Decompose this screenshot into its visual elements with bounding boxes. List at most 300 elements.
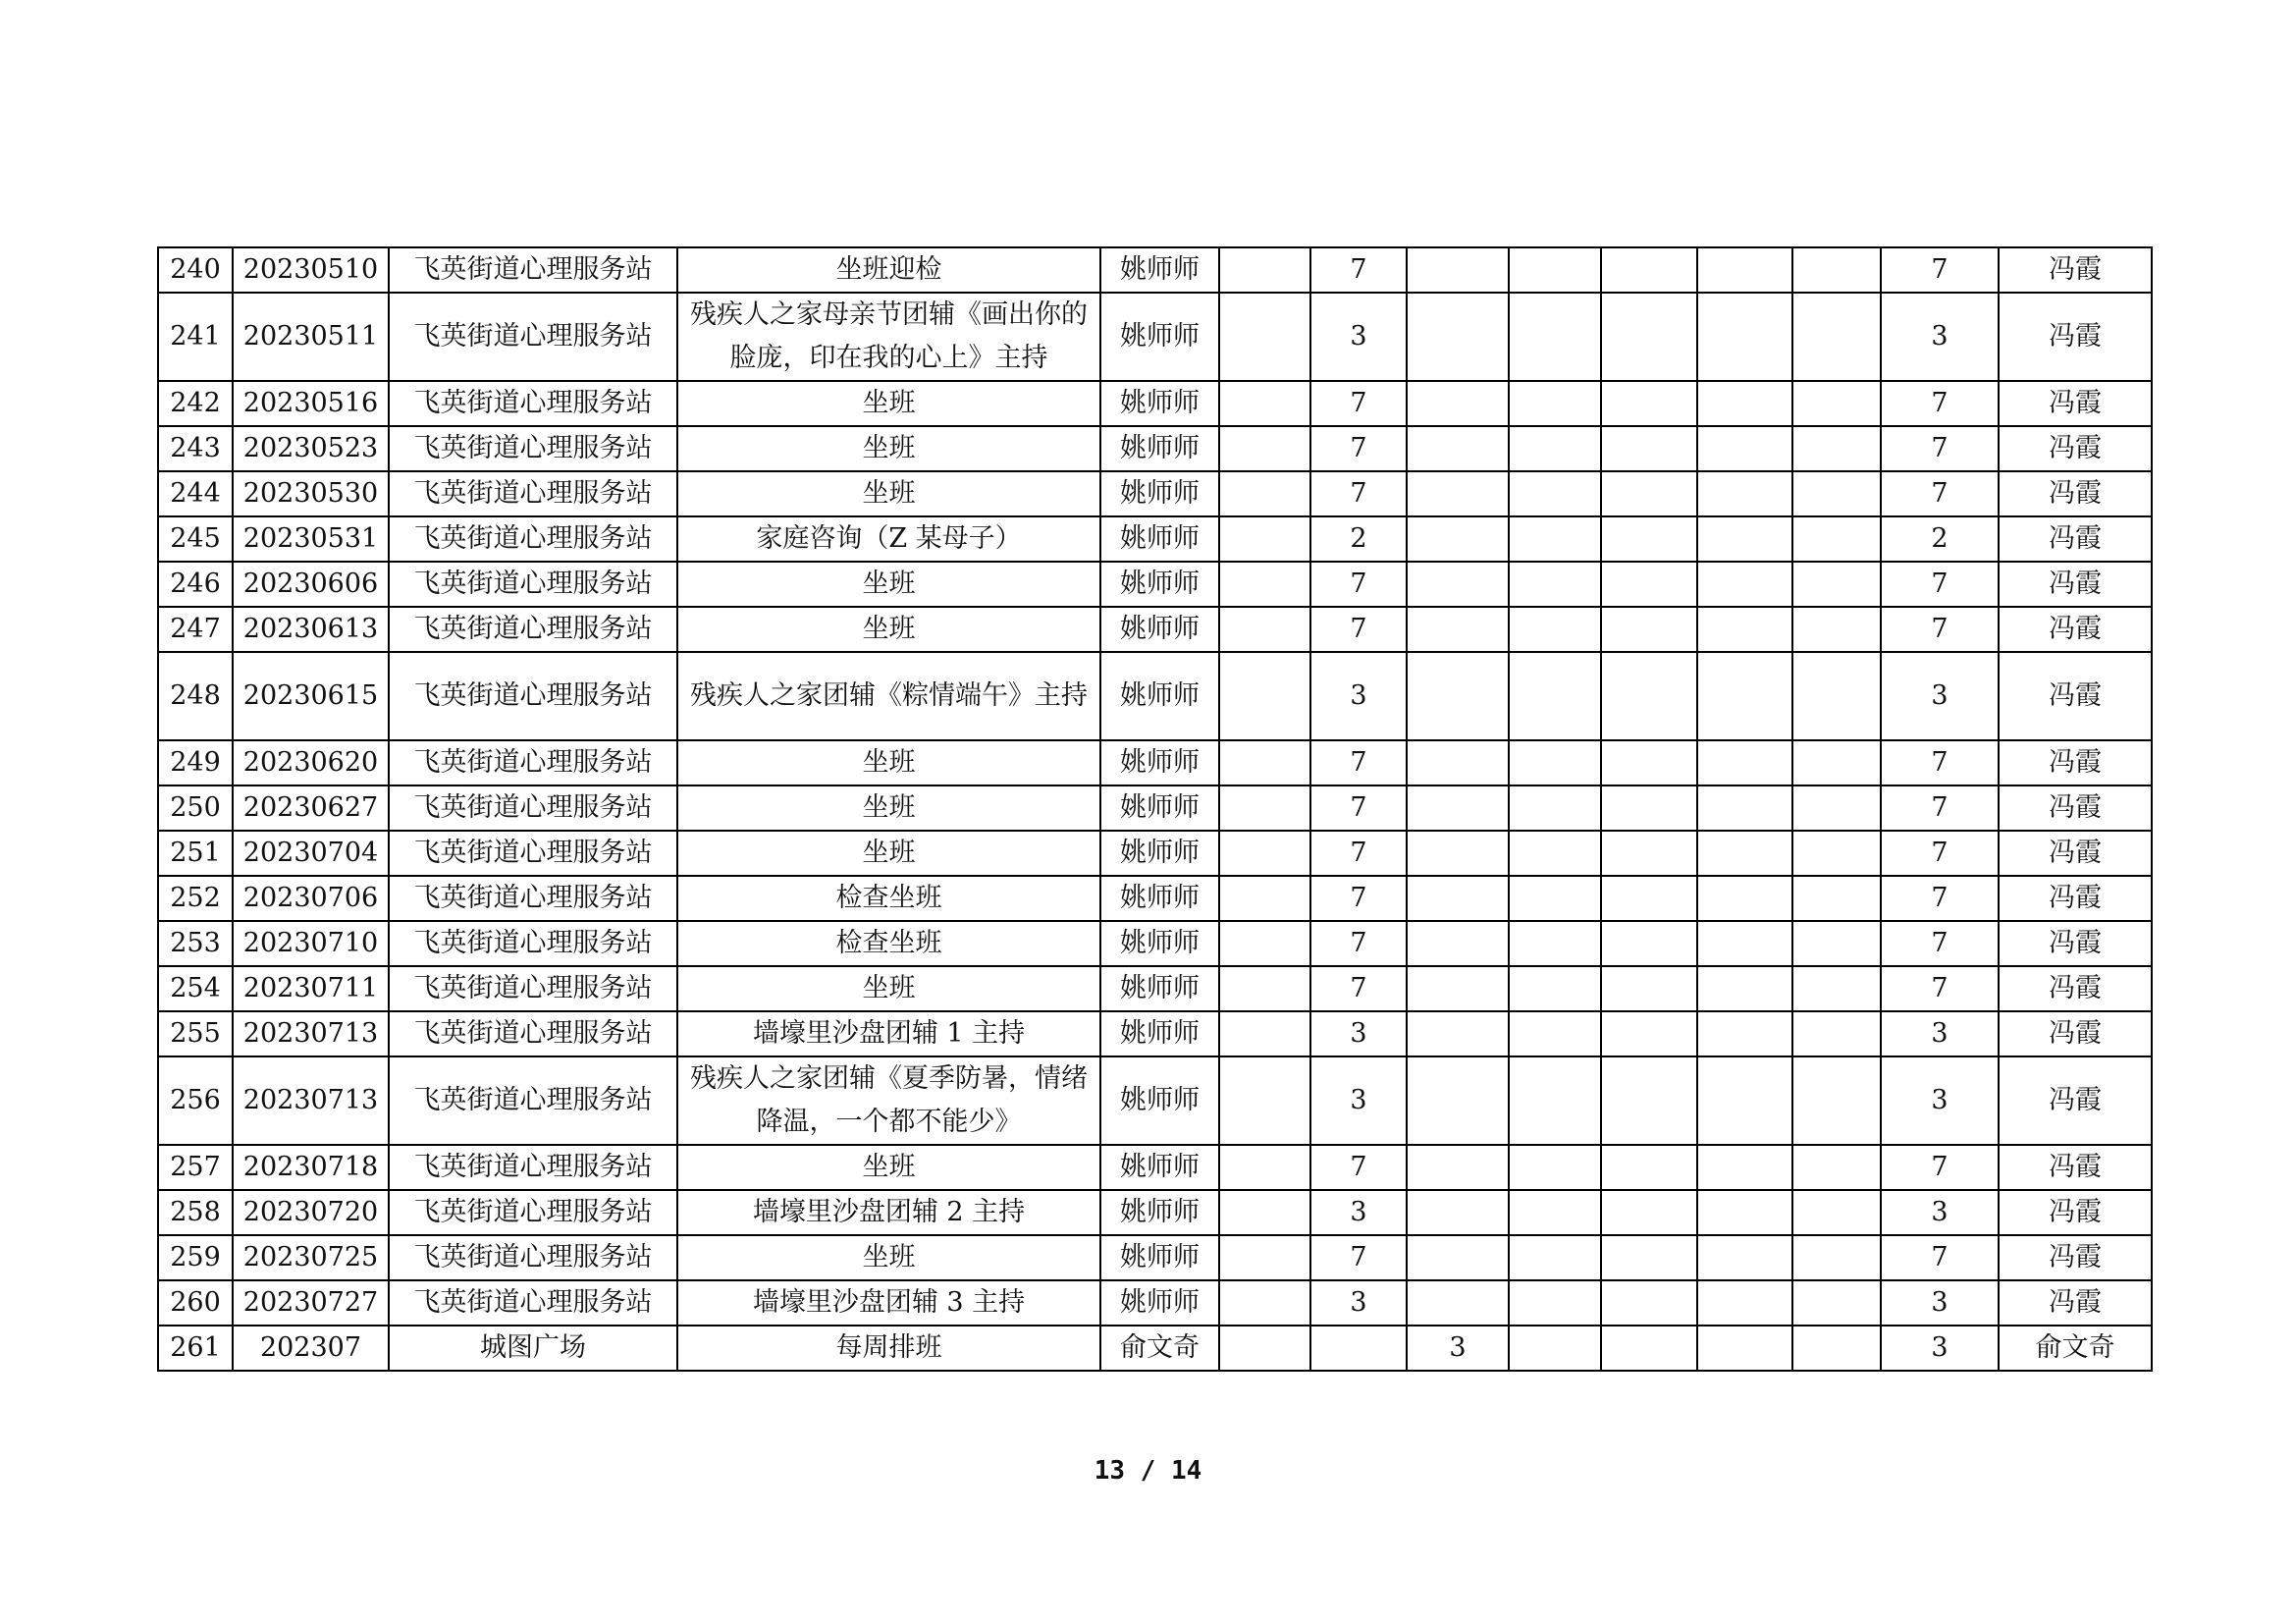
hours-cell: [1219, 1326, 1310, 1371]
person-cell: 姚师师: [1100, 1235, 1219, 1280]
date-cell: 20230510: [233, 247, 389, 293]
date-cell: 20230718: [233, 1145, 389, 1190]
place-cell: 飞英街道心理服务站: [389, 831, 677, 876]
hours-cell: [1509, 921, 1601, 966]
place-cell: 飞英街道心理服务站: [389, 607, 677, 652]
date-cell: 20230531: [233, 516, 389, 562]
hours-cell: [1219, 516, 1310, 562]
place-cell: 飞英街道心理服务站: [389, 426, 677, 471]
table-row: [158, 562, 2152, 607]
table-row: [158, 247, 2152, 293]
row-number-cell: 256: [158, 1056, 233, 1145]
row-number-cell: 242: [158, 381, 233, 426]
activity-cell: 坐班: [677, 785, 1100, 831]
hours-cell: 3: [1407, 1326, 1509, 1371]
person-cell: 姚师师: [1100, 876, 1219, 921]
date-cell: 20230727: [233, 1280, 389, 1326]
hours-cell: 3: [1310, 1056, 1407, 1145]
activity-cell: 坐班: [677, 740, 1100, 785]
row-number-cell: 252: [158, 876, 233, 921]
person-cell: 姚师师: [1100, 516, 1219, 562]
hours-cell: [1601, 1280, 1697, 1326]
hours-cell: 7: [1310, 740, 1407, 785]
hours-cell: [1219, 1145, 1310, 1190]
hours-cell: 3: [1310, 652, 1407, 740]
place-cell: 飞英街道心理服务站: [389, 471, 677, 516]
hours-cell: [1407, 471, 1509, 516]
hours-cell: [1219, 607, 1310, 652]
person-cell: 姚师师: [1100, 1280, 1219, 1326]
hours-cell: [1697, 876, 1792, 921]
hours-cell: [1792, 1326, 1881, 1371]
reviewer-cell: 冯霞: [1999, 426, 2152, 471]
hours-cell: [1407, 876, 1509, 921]
hours-cell: [1407, 831, 1509, 876]
hours-cell: [1509, 1326, 1601, 1371]
table-row: [158, 1145, 2152, 1190]
row-number-cell: 250: [158, 785, 233, 831]
hours-cell: [1509, 607, 1601, 652]
hours-cell: [1697, 1056, 1792, 1145]
hours-cell: [1219, 381, 1310, 426]
person-cell: 姚师师: [1100, 966, 1219, 1011]
activity-cell: 残疾人之家团辅《粽情端午》主持: [677, 652, 1100, 740]
person-cell: 姚师师: [1100, 293, 1219, 381]
hours-cell: [1219, 426, 1310, 471]
hours-cell: [1601, 831, 1697, 876]
table-row: [158, 1190, 2152, 1235]
hours-cell: [1792, 652, 1881, 740]
hours-cell: [1601, 293, 1697, 381]
hours-cell: [1792, 876, 1881, 921]
table-row: [158, 1326, 2152, 1371]
activity-cell: 坐班: [677, 831, 1100, 876]
hours-cell: 7: [1310, 966, 1407, 1011]
date-cell: 20230606: [233, 562, 389, 607]
hours-cell: [1407, 1011, 1509, 1056]
table-row: [158, 876, 2152, 921]
row-number-cell: 245: [158, 516, 233, 562]
hours-cell: [1601, 921, 1697, 966]
hours-cell: [1219, 1011, 1310, 1056]
hours-cell: [1601, 740, 1697, 785]
hours-cell: [1601, 1056, 1697, 1145]
hours-cell: [1407, 785, 1509, 831]
place-cell: 飞英街道心理服务站: [389, 740, 677, 785]
activity-cell: 家庭咨询（Z 某母子）: [677, 516, 1100, 562]
hours-cell: [1697, 921, 1792, 966]
hours-cell: [1219, 966, 1310, 1011]
hours-cell: [1219, 247, 1310, 293]
person-cell: 姚师师: [1100, 607, 1219, 652]
hours-cell: [1219, 921, 1310, 966]
hours-cell: [1407, 1056, 1509, 1145]
hours-cell: [1792, 785, 1881, 831]
reviewer-cell: 冯霞: [1999, 740, 2152, 785]
person-cell: 姚师师: [1100, 831, 1219, 876]
activity-cell: 坐班: [677, 966, 1100, 1011]
activity-cell: 墙壕里沙盘团辅 3 主持: [677, 1280, 1100, 1326]
activity-cell: 坐班: [677, 1145, 1100, 1190]
row-number-cell: 243: [158, 426, 233, 471]
activity-cell: 检查坐班: [677, 921, 1100, 966]
date-cell: 20230627: [233, 785, 389, 831]
place-cell: 飞英街道心理服务站: [389, 1190, 677, 1235]
hours-cell: 3: [1310, 1011, 1407, 1056]
hours-cell: [1509, 381, 1601, 426]
table-row: [158, 831, 2152, 876]
hours-cell: [1509, 1011, 1601, 1056]
person-cell: 姚师师: [1100, 471, 1219, 516]
hours-cell: [1407, 381, 1509, 426]
hours-cell: 3: [1310, 1190, 1407, 1235]
hours-cell: [1792, 1190, 1881, 1235]
hours-cell: [1509, 516, 1601, 562]
hours-cell: [1601, 1145, 1697, 1190]
place-cell: 飞英街道心理服务站: [389, 921, 677, 966]
place-cell: 飞英街道心理服务站: [389, 966, 677, 1011]
person-cell: 姚师师: [1100, 562, 1219, 607]
row-number-cell: 257: [158, 1145, 233, 1190]
hours-cell: [1792, 607, 1881, 652]
hours-cell: [1509, 247, 1601, 293]
date-cell: 202307: [233, 1326, 389, 1371]
total-hours-cell: 7: [1881, 426, 1999, 471]
reviewer-cell: 冯霞: [1999, 1145, 2152, 1190]
hours-cell: [1509, 876, 1601, 921]
hours-cell: [1601, 785, 1697, 831]
activity-cell: 坐班迎检: [677, 247, 1100, 293]
table-row: [158, 607, 2152, 652]
person-cell: 姚师师: [1100, 740, 1219, 785]
row-number-cell: 240: [158, 247, 233, 293]
place-cell: 飞英街道心理服务站: [389, 381, 677, 426]
table-row: [158, 426, 2152, 471]
hours-cell: [1219, 740, 1310, 785]
hours-cell: [1601, 876, 1697, 921]
table-row: [158, 966, 2152, 1011]
activity-cell: 每周排班: [677, 1326, 1100, 1371]
hours-cell: [1792, 247, 1881, 293]
hours-cell: [1219, 1056, 1310, 1145]
hours-cell: 2: [1310, 516, 1407, 562]
place-cell: 飞英街道心理服务站: [389, 293, 677, 381]
person-cell: 姚师师: [1100, 381, 1219, 426]
table-row: [158, 1056, 2152, 1145]
hours-cell: [1509, 785, 1601, 831]
reviewer-cell: 冯霞: [1999, 607, 2152, 652]
hours-cell: [1509, 1190, 1601, 1235]
hours-cell: [1310, 1326, 1407, 1371]
hours-cell: 3: [1310, 1280, 1407, 1326]
hours-cell: [1697, 293, 1792, 381]
date-cell: 20230620: [233, 740, 389, 785]
total-hours-cell: 7: [1881, 562, 1999, 607]
activity-cell: 墙壕里沙盘团辅 2 主持: [677, 1190, 1100, 1235]
hours-cell: 7: [1310, 876, 1407, 921]
table-row: [158, 293, 2152, 381]
hours-cell: [1697, 607, 1792, 652]
hours-cell: [1509, 652, 1601, 740]
row-number-cell: 244: [158, 471, 233, 516]
hours-cell: [1601, 1235, 1697, 1280]
row-number-cell: 258: [158, 1190, 233, 1235]
hours-cell: [1509, 471, 1601, 516]
hours-cell: [1697, 381, 1792, 426]
place-cell: 飞英街道心理服务站: [389, 1011, 677, 1056]
place-cell: 飞英街道心理服务站: [389, 247, 677, 293]
hours-cell: [1601, 471, 1697, 516]
place-cell: 飞英街道心理服务站: [389, 876, 677, 921]
hours-cell: [1407, 247, 1509, 293]
reviewer-cell: 冯霞: [1999, 1235, 2152, 1280]
hours-cell: 3: [1310, 293, 1407, 381]
records-table: [157, 246, 2153, 1372]
row-number-cell: 259: [158, 1235, 233, 1280]
hours-cell: 7: [1310, 1145, 1407, 1190]
date-cell: 20230704: [233, 831, 389, 876]
person-cell: 姚师师: [1100, 1145, 1219, 1190]
row-number-cell: 246: [158, 562, 233, 607]
hours-cell: [1509, 740, 1601, 785]
total-hours-cell: 7: [1881, 381, 1999, 426]
hours-cell: [1697, 1235, 1792, 1280]
total-hours-cell: 7: [1881, 921, 1999, 966]
hours-cell: [1792, 831, 1881, 876]
hours-cell: [1697, 1190, 1792, 1235]
hours-cell: 7: [1310, 785, 1407, 831]
hours-cell: 7: [1310, 247, 1407, 293]
date-cell: 20230720: [233, 1190, 389, 1235]
table-row: [158, 1235, 2152, 1280]
reviewer-cell: 冯霞: [1999, 921, 2152, 966]
total-hours-cell: 3: [1881, 1011, 1999, 1056]
date-cell: 20230613: [233, 607, 389, 652]
hours-cell: [1792, 1056, 1881, 1145]
hours-cell: [1697, 247, 1792, 293]
hours-cell: [1509, 831, 1601, 876]
hours-cell: 7: [1310, 426, 1407, 471]
hours-cell: [1697, 516, 1792, 562]
hours-cell: [1219, 471, 1310, 516]
person-cell: 姚师师: [1100, 426, 1219, 471]
hours-cell: [1792, 471, 1881, 516]
hours-cell: [1697, 1326, 1792, 1371]
total-hours-cell: 7: [1881, 247, 1999, 293]
hours-cell: [1792, 381, 1881, 426]
hours-cell: [1601, 1326, 1697, 1371]
reviewer-cell: 冯霞: [1999, 1011, 2152, 1056]
hours-cell: 7: [1310, 921, 1407, 966]
reviewer-cell: 冯霞: [1999, 876, 2152, 921]
place-cell: 飞英街道心理服务站: [389, 785, 677, 831]
reviewer-cell: 冯霞: [1999, 562, 2152, 607]
hours-cell: [1601, 607, 1697, 652]
hours-cell: [1509, 562, 1601, 607]
total-hours-cell: 7: [1881, 1145, 1999, 1190]
hours-cell: [1697, 966, 1792, 1011]
table-row: [158, 1011, 2152, 1056]
reviewer-cell: 冯霞: [1999, 831, 2152, 876]
date-cell: 20230511: [233, 293, 389, 381]
reviewer-cell: 冯霞: [1999, 785, 2152, 831]
table-row: [158, 1280, 2152, 1326]
hours-cell: [1509, 426, 1601, 471]
hours-cell: [1697, 562, 1792, 607]
activity-cell: 检查坐班: [677, 876, 1100, 921]
table-row: [158, 652, 2152, 740]
person-cell: 姚师师: [1100, 652, 1219, 740]
activity-cell: 残疾人之家母亲节团辅《画出你的脸庞，印在我的心上》主持: [677, 293, 1100, 381]
hours-cell: 7: [1310, 381, 1407, 426]
total-hours-cell: 7: [1881, 471, 1999, 516]
row-number-cell: 248: [158, 652, 233, 740]
row-number-cell: 253: [158, 921, 233, 966]
reviewer-cell: 冯霞: [1999, 1280, 2152, 1326]
hours-cell: [1407, 1235, 1509, 1280]
total-hours-cell: 7: [1881, 1235, 1999, 1280]
hours-cell: [1601, 381, 1697, 426]
person-cell: 姚师师: [1100, 1190, 1219, 1235]
total-hours-cell: 3: [1881, 1326, 1999, 1371]
hours-cell: [1601, 1011, 1697, 1056]
hours-cell: [1792, 426, 1881, 471]
hours-cell: [1792, 562, 1881, 607]
activity-cell: 墙壕里沙盘团辅 1 主持: [677, 1011, 1100, 1056]
hours-cell: [1509, 1056, 1601, 1145]
date-cell: 20230713: [233, 1056, 389, 1145]
hours-cell: [1407, 516, 1509, 562]
table-row: [158, 921, 2152, 966]
activity-cell: 坐班: [677, 381, 1100, 426]
row-number-cell: 255: [158, 1011, 233, 1056]
table-row: [158, 471, 2152, 516]
hours-cell: [1697, 471, 1792, 516]
place-cell: 飞英街道心理服务站: [389, 1280, 677, 1326]
total-hours-cell: 7: [1881, 740, 1999, 785]
hours-cell: [1219, 1190, 1310, 1235]
hours-cell: [1407, 921, 1509, 966]
person-cell: 姚师师: [1100, 1011, 1219, 1056]
reviewer-cell: 冯霞: [1999, 1056, 2152, 1145]
hours-cell: [1407, 740, 1509, 785]
hours-cell: [1509, 1145, 1601, 1190]
hours-cell: [1697, 785, 1792, 831]
hours-cell: [1601, 247, 1697, 293]
hours-cell: [1509, 966, 1601, 1011]
place-cell: 飞英街道心理服务站: [389, 1145, 677, 1190]
hours-cell: [1219, 876, 1310, 921]
activity-cell: 坐班: [677, 471, 1100, 516]
person-cell: 姚师师: [1100, 785, 1219, 831]
hours-cell: [1697, 1011, 1792, 1056]
page-number: 13 / 14: [1094, 1456, 1202, 1486]
hours-cell: [1792, 740, 1881, 785]
activity-cell: 残疾人之家团辅《夏季防暑，情绪降温，一个都不能少》: [677, 1056, 1100, 1145]
row-number-cell: 260: [158, 1280, 233, 1326]
place-cell: 城图广场: [389, 1326, 677, 1371]
total-hours-cell: 7: [1881, 966, 1999, 1011]
total-hours-cell: 7: [1881, 607, 1999, 652]
total-hours-cell: 3: [1881, 652, 1999, 740]
place-cell: 飞英街道心理服务站: [389, 1056, 677, 1145]
hours-cell: [1697, 426, 1792, 471]
hours-cell: [1792, 921, 1881, 966]
hours-cell: [1601, 652, 1697, 740]
hours-cell: [1792, 293, 1881, 381]
hours-cell: 7: [1310, 471, 1407, 516]
row-number-cell: 241: [158, 293, 233, 381]
hours-cell: [1407, 1280, 1509, 1326]
activity-cell: 坐班: [677, 426, 1100, 471]
reviewer-cell: 冯霞: [1999, 516, 2152, 562]
row-number-cell: 254: [158, 966, 233, 1011]
hours-cell: [1219, 1235, 1310, 1280]
hours-cell: [1792, 1280, 1881, 1326]
hours-cell: [1792, 1145, 1881, 1190]
hours-cell: 7: [1310, 831, 1407, 876]
hours-cell: [1407, 1145, 1509, 1190]
hours-cell: 7: [1310, 562, 1407, 607]
date-cell: 20230713: [233, 1011, 389, 1056]
total-hours-cell: 3: [1881, 1280, 1999, 1326]
row-number-cell: 247: [158, 607, 233, 652]
reviewer-cell: 冯霞: [1999, 1190, 2152, 1235]
place-cell: 飞英街道心理服务站: [389, 562, 677, 607]
hours-cell: [1407, 1190, 1509, 1235]
hours-cell: [1407, 966, 1509, 1011]
hours-cell: [1697, 740, 1792, 785]
reviewer-cell: 冯霞: [1999, 381, 2152, 426]
hours-cell: [1697, 831, 1792, 876]
person-cell: 俞文奇: [1100, 1326, 1219, 1371]
hours-cell: [1601, 516, 1697, 562]
total-hours-cell: 7: [1881, 785, 1999, 831]
hours-cell: [1219, 652, 1310, 740]
total-hours-cell: 7: [1881, 876, 1999, 921]
table-row: [158, 381, 2152, 426]
date-cell: 20230725: [233, 1235, 389, 1280]
person-cell: 姚师师: [1100, 921, 1219, 966]
date-cell: 20230530: [233, 471, 389, 516]
table-row: [158, 740, 2152, 785]
place-cell: 飞英街道心理服务站: [389, 652, 677, 740]
hours-cell: [1407, 652, 1509, 740]
hours-cell: [1509, 1235, 1601, 1280]
date-cell: 20230706: [233, 876, 389, 921]
hours-cell: [1219, 831, 1310, 876]
row-number-cell: 261: [158, 1326, 233, 1371]
date-cell: 20230711: [233, 966, 389, 1011]
person-cell: 姚师师: [1100, 1056, 1219, 1145]
date-cell: 20230516: [233, 381, 389, 426]
place-cell: 飞英街道心理服务站: [389, 1235, 677, 1280]
reviewer-cell: 冯霞: [1999, 471, 2152, 516]
reviewer-cell: 冯霞: [1999, 966, 2152, 1011]
hours-cell: 7: [1310, 607, 1407, 652]
hours-cell: [1697, 1280, 1792, 1326]
reviewer-cell: 冯霞: [1999, 652, 2152, 740]
activity-cell: 坐班: [677, 562, 1100, 607]
activity-cell: 坐班: [677, 1235, 1100, 1280]
hours-cell: [1601, 966, 1697, 1011]
reviewer-cell: 冯霞: [1999, 247, 2152, 293]
table-body: [158, 247, 2152, 1371]
reviewer-cell: 冯霞: [1999, 293, 2152, 381]
row-number-cell: 249: [158, 740, 233, 785]
hours-cell: [1601, 426, 1697, 471]
hours-cell: [1407, 562, 1509, 607]
